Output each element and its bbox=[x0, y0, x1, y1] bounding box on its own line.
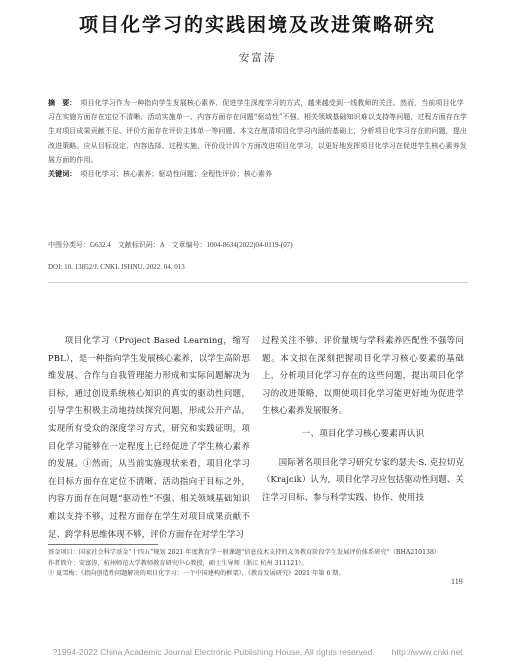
header-divider bbox=[48, 282, 468, 283]
body-paragraph: 项目化学习（Project Based Learning，缩写PBL），是一种指向学生发展核心素养，以学生高阶思维发展、合作与自我管理能力形成和实际问题解决为目标，通过创设系统核心知识的真实的驱动性问题，引导学生积极主动地持续探究问题，形成公开产品，实现所有受众的深度学习方式，研究和实践证明，项目化学习能够在一定程度上已经促进了学生核心素养的发展。①然而，从当前实施现状来看，项目化学习在目标方面存在定位不清晰、活动指向于目标之外，内容方面存在问题“驱动性”不强、相关领域基础知识难以支持不够，过程方面存在学生对项目成果贡献不足、跨学科思维体现不够，评价方面存在对学生学习 bbox=[48, 335, 250, 539]
page-number: 119 bbox=[451, 577, 463, 586]
reference-note: ① 夏雪梅：《指向创造性问题解决的项目化学习：一个中国建构的框架》，《教育发展研究》2021 年第 6 期。 bbox=[48, 570, 345, 577]
body-column-left bbox=[48, 332, 250, 543]
author-name: 安富涛 bbox=[238, 52, 277, 64]
keywords-text: 项目化学习；核心素养；驱动性问题；全程性评价；核心素养 bbox=[80, 170, 273, 179]
copyright-watermark: ?1994-2022 China Academic Journal Electronic Publishing House. All rights reserved. http://www.cnki.net bbox=[52, 647, 463, 657]
fund-note: 基金项目：国家社会科学基金“十四五”规划 2021 年度教育学一般课题“信息技术支持的义务教育阶段学生发展评价体系研究”（BHA210138） bbox=[48, 549, 441, 556]
body-paragraph: 国际著名项目化学习研究专家约瑟夫·S. 克拉切克（Krajcik）认为，项目化学习应包括驱动性问题、关注学习目标、参与科学实践、协作、使用技 bbox=[262, 456, 464, 502]
section-heading: 一、项目化学习核心要素再认识 bbox=[301, 428, 425, 439]
footnotes bbox=[48, 548, 468, 580]
author-note: 作者简介：安富涛，杭州师范大学教师教育研究中心教授，硕士生导师（浙江 杭州 311121）。 bbox=[48, 559, 308, 567]
abstract-text: 项目化学习作为一种指向学生发展核心素养、促进学生深度学习的方式，越来越受到一线教师的关注。然而，当前项目化学习在实施方面存在定位不清晰、活动实施单一、内容方面存在问题“驱动性”不强、相关领域基础知识难以支持等问题，过程方面存在学生对项目成果贡献不足、评价方面存在评价主体单一等问题。本文在厘清项目化学习内涵的基础上，分析项目化学习存在的问题，提出改进策略。应从目标设定、内容选择、过程实施、评价设计四个方面改进项目化学习，以更好地发挥项目化学习在促进学生核心素养发展方面的作用。 bbox=[48, 99, 468, 164]
doi-line: DOI: 10. 13852/J. CNKI. JSHNU. 2022. 04. 013 bbox=[48, 263, 185, 271]
body-paragraph-continued: 过程关注不够、评价量规与学科素养匹配性不强等问题。本文拟在深刻把握项目化学习核心要素的基础上，分析项目化学习存在的这些问题，提出项目化学习的改进策略，以期使项目化学习能更好地为促进学生核心素养发展服务。 bbox=[262, 335, 464, 416]
abstract-block bbox=[48, 96, 468, 181]
keywords-label: 关键词： bbox=[48, 169, 77, 179]
classification-line: 中图分类号：G632.4 文献标识码：A 文章编号：1004-8634(2022)04-0119-(07) bbox=[48, 241, 293, 249]
abstract-label: 摘 要： bbox=[48, 98, 77, 107]
footnote-divider bbox=[48, 544, 158, 545]
body-column-right bbox=[262, 332, 464, 506]
article-title: 项目化学习的实践困境及改进策略研究 bbox=[78, 14, 436, 36]
